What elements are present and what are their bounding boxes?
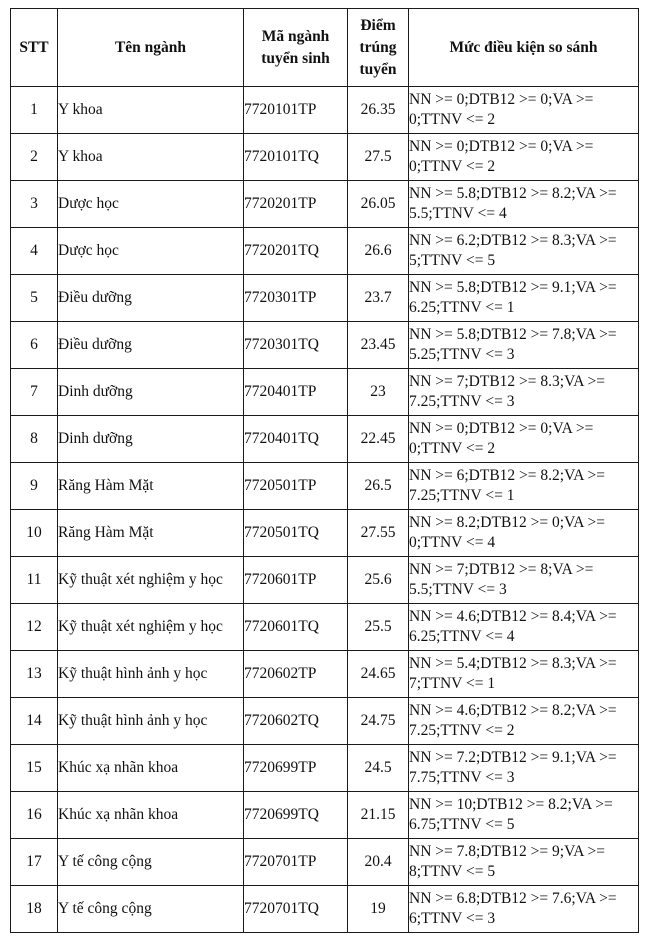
- cell-score: 26.35: [348, 87, 409, 134]
- cell-condition: NN >= 4.6;DTB12 >= 8.4;VA >= 6.25;TTNV <= 4: [409, 604, 639, 651]
- cell-major-name: Khúc xạ nhãn khoa: [58, 792, 244, 839]
- table-row: [11, 651, 639, 698]
- cell-major-name: Khúc xạ nhãn khoa: [58, 745, 244, 792]
- table-row: [11, 322, 639, 369]
- cell-major-code: 7720101TP: [244, 87, 348, 134]
- cell-major-name: Y tế công cộng: [58, 839, 244, 886]
- cell-major-name: Dinh dưỡng: [58, 416, 244, 463]
- cell-major-code: 7720601TP: [244, 557, 348, 604]
- cell-major-name: Dược học: [58, 228, 244, 275]
- cell-stt: 4: [11, 228, 58, 275]
- cell-major-name: Điều dưỡng: [58, 275, 244, 322]
- cell-condition: NN >= 10;DTB12 >= 8.2;VA >= 6.75;TTNV <= 5: [409, 792, 639, 839]
- cell-score: 25.5: [348, 604, 409, 651]
- cell-condition: NN >= 6.8;DTB12 >= 7.6;VA >= 6;TTNV <= 3: [409, 886, 639, 933]
- cell-stt: 7: [11, 369, 58, 416]
- cell-condition: NN >= 0;DTB12 >= 0;VA >= 0;TTNV <= 2: [409, 134, 639, 181]
- cell-major-code: 7720101TQ: [244, 134, 348, 181]
- cell-score: 27.5: [348, 134, 409, 181]
- cell-stt: 6: [11, 322, 58, 369]
- cell-condition: NN >= 8.2;DTB12 >= 0;VA >= 0;TTNV <= 4: [409, 510, 639, 557]
- header-major-name: Tên ngành: [58, 9, 244, 87]
- cell-major-name: Dược học: [58, 181, 244, 228]
- cell-major-name: Răng Hàm Mặt: [58, 510, 244, 557]
- cell-score: 23.7: [348, 275, 409, 322]
- cell-major-code: 7720401TP: [244, 369, 348, 416]
- cell-major-code: 7720501TP: [244, 463, 348, 510]
- cell-condition: NN >= 7;DTB12 >= 8.3;VA >= 7.25;TTNV <= 3: [409, 369, 639, 416]
- cell-stt: 5: [11, 275, 58, 322]
- table-row: [11, 745, 639, 792]
- cell-major-code: 7720301TQ: [244, 322, 348, 369]
- cell-condition: NN >= 5.4;DTB12 >= 8.3;VA >= 7;TTNV <= 1: [409, 651, 639, 698]
- cell-score: 23.45: [348, 322, 409, 369]
- cell-stt: 18: [11, 886, 58, 933]
- table-row: [11, 510, 639, 557]
- table-row: [11, 275, 639, 322]
- cell-stt: 9: [11, 463, 58, 510]
- cell-score: 24.65: [348, 651, 409, 698]
- cell-score: 23: [348, 369, 409, 416]
- cell-score: 21.15: [348, 792, 409, 839]
- cell-stt: 14: [11, 698, 58, 745]
- table-row: [11, 228, 639, 275]
- cell-score: 22.45: [348, 416, 409, 463]
- cell-stt: 11: [11, 557, 58, 604]
- cell-score: 25.6: [348, 557, 409, 604]
- admission-scores-table: [10, 8, 639, 933]
- cell-major-name: Kỹ thuật hình ảnh y học: [58, 698, 244, 745]
- table-row: [11, 463, 639, 510]
- cell-condition: NN >= 0;DTB12 >= 0;VA >= 0;TTNV <= 2: [409, 87, 639, 134]
- cell-major-name: Y khoa: [58, 134, 244, 181]
- cell-major-name: Kỹ thuật hình ảnh y học: [58, 651, 244, 698]
- cell-score: 26.5: [348, 463, 409, 510]
- cell-major-code: 7720602TQ: [244, 698, 348, 745]
- cell-stt: 8: [11, 416, 58, 463]
- cell-score: 20.4: [348, 839, 409, 886]
- table-row: [11, 181, 639, 228]
- cell-score: 26.6: [348, 228, 409, 275]
- cell-score: 27.55: [348, 510, 409, 557]
- table-row: [11, 839, 639, 886]
- table-row: [11, 416, 639, 463]
- header-score: Điểm trúng tuyển: [348, 9, 409, 87]
- cell-stt: 17: [11, 839, 58, 886]
- cell-condition: NN >= 5.8;DTB12 >= 9.1;VA >= 6.25;TTNV <= 1: [409, 275, 639, 322]
- header-condition: Mức điều kiện so sánh: [409, 9, 639, 87]
- cell-condition: NN >= 5.8;DTB12 >= 8.2;VA >= 5.5;TTNV <= 4: [409, 181, 639, 228]
- header-major-code: Mã ngành tuyển sinh: [244, 9, 348, 87]
- cell-major-name: Y tế công cộng: [58, 886, 244, 933]
- cell-major-code: 7720501TQ: [244, 510, 348, 557]
- cell-major-code: 7720701TQ: [244, 886, 348, 933]
- cell-condition: NN >= 5.8;DTB12 >= 7.8;VA >= 5.25;TTNV <= 3: [409, 322, 639, 369]
- cell-condition: NN >= 4.6;DTB12 >= 8.2;VA >= 7.25;TTNV <= 2: [409, 698, 639, 745]
- cell-stt: 3: [11, 181, 58, 228]
- cell-stt: 2: [11, 134, 58, 181]
- cell-major-code: 7720602TP: [244, 651, 348, 698]
- cell-major-name: Kỹ thuật xét nghiệm y học: [58, 557, 244, 604]
- cell-major-code: 7720701TP: [244, 839, 348, 886]
- header-row: [11, 9, 639, 87]
- cell-major-code: 7720601TQ: [244, 604, 348, 651]
- cell-major-code: 7720201TQ: [244, 228, 348, 275]
- cell-score: 19: [348, 886, 409, 933]
- table-body: [11, 87, 639, 933]
- table-row: [11, 698, 639, 745]
- cell-condition: NN >= 6;DTB12 >= 8.2;VA >= 7.25;TTNV <= 1: [409, 463, 639, 510]
- cell-major-code: 7720401TQ: [244, 416, 348, 463]
- cell-major-code: 7720699TQ: [244, 792, 348, 839]
- cell-stt: 16: [11, 792, 58, 839]
- cell-condition: NN >= 7;DTB12 >= 8;VA >= 5.5;TTNV <= 3: [409, 557, 639, 604]
- cell-score: 24.5: [348, 745, 409, 792]
- cell-major-name: Điều dưỡng: [58, 322, 244, 369]
- table-row: [11, 604, 639, 651]
- cell-stt: 13: [11, 651, 58, 698]
- cell-score: 26.05: [348, 181, 409, 228]
- cell-stt: 10: [11, 510, 58, 557]
- cell-stt: 12: [11, 604, 58, 651]
- cell-condition: NN >= 0;DTB12 >= 0;VA >= 0;TTNV <= 2: [409, 416, 639, 463]
- cell-major-name: Dinh dưỡng: [58, 369, 244, 416]
- cell-stt: 15: [11, 745, 58, 792]
- header-stt: STT: [11, 9, 58, 87]
- table-row: [11, 134, 639, 181]
- table-row: [11, 87, 639, 134]
- cell-major-code: 7720699TP: [244, 745, 348, 792]
- table-row: [11, 369, 639, 416]
- cell-major-code: 7720201TP: [244, 181, 348, 228]
- cell-condition: NN >= 7.8;DTB12 >= 9;VA >= 8;TTNV <= 5: [409, 839, 639, 886]
- cell-condition: NN >= 6.2;DTB12 >= 8.3;VA >= 5;TTNV <= 5: [409, 228, 639, 275]
- cell-condition: NN >= 7.2;DTB12 >= 9.1;VA >= 7.75;TTNV <= 3: [409, 745, 639, 792]
- cell-stt: 1: [11, 87, 58, 134]
- table-header: [11, 9, 639, 87]
- table-row: [11, 557, 639, 604]
- table-row: [11, 792, 639, 839]
- cell-major-code: 7720301TP: [244, 275, 348, 322]
- cell-major-name: Y khoa: [58, 87, 244, 134]
- table-row: [11, 886, 639, 933]
- cell-major-name: Kỹ thuật xét nghiệm y học: [58, 604, 244, 651]
- cell-major-name: Răng Hàm Mặt: [58, 463, 244, 510]
- cell-score: 24.75: [348, 698, 409, 745]
